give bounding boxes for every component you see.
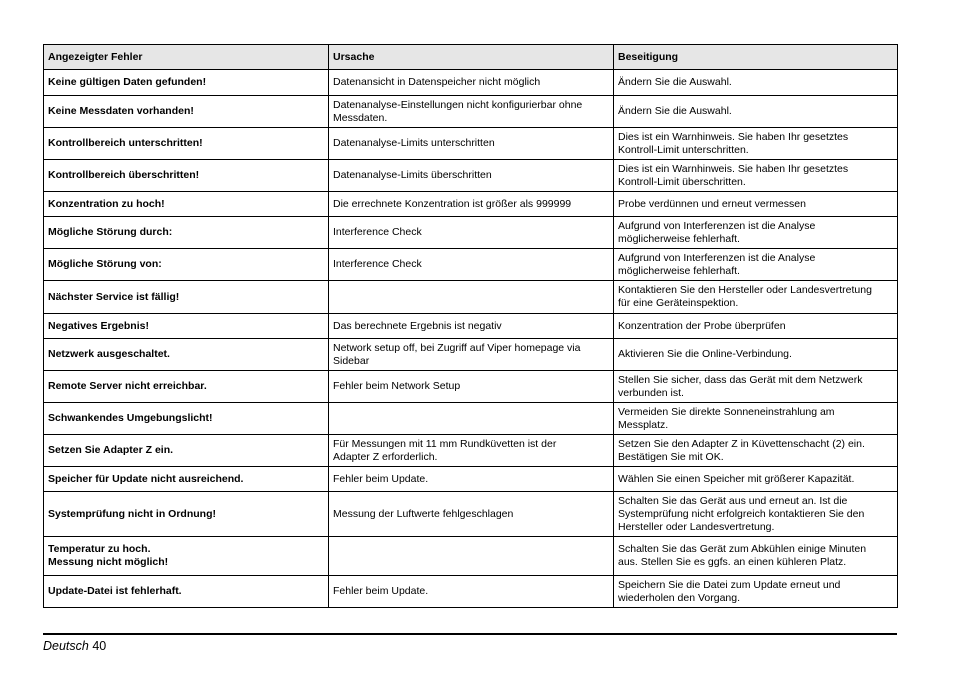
error-cell: Systemprüfung nicht in Ordnung! (44, 492, 329, 537)
table-row (44, 467, 898, 492)
fix-cell: Schalten Sie das Gerät aus und erneut an. Ist die Systemprüfung nicht erfolgreich kontaktieren Sie den Hersteller oder Landesvertretung. (614, 492, 898, 537)
footer-rule (43, 633, 897, 635)
fix-cell: Ändern Sie die Auswahl. (614, 96, 898, 128)
cause-cell (329, 403, 614, 435)
cause-cell: Network setup off, bei Zugriff auf Viper homepage via Sidebar (329, 339, 614, 371)
table-row (44, 192, 898, 217)
error-cell: Keine Messdaten vorhanden! (44, 96, 329, 128)
error-table (43, 44, 898, 608)
error-cell: Schwankendes Umgebungslicht! (44, 403, 329, 435)
fix-cell: Ändern Sie die Auswahl. (614, 70, 898, 96)
error-cell: Mögliche Störung von: (44, 249, 329, 281)
error-cell: Temperatur zu hoch. Messung nicht möglich! (44, 537, 329, 576)
fix-cell: Dies ist ein Warnhinweis. Sie haben Ihr gesetztes Kontroll-Limit unterschritten. (614, 128, 898, 160)
fix-cell: Konzentration der Probe überprüfen (614, 314, 898, 339)
cause-cell: Interference Check (329, 249, 614, 281)
cause-cell (329, 281, 614, 314)
cause-cell: Für Messungen mit 11 mm Rundküvetten ist der Adapter Z erforderlich. (329, 435, 614, 467)
fix-cell: Vermeiden Sie direkte Sonneneinstrahlung am Messplatz. (614, 403, 898, 435)
cause-cell: Datenanalyse-Einstellungen nicht konfigurierbar ohne Messdaten. (329, 96, 614, 128)
error-cell: Konzentration zu hoch! (44, 192, 329, 217)
error-cell: Speicher für Update nicht ausreichend. (44, 467, 329, 492)
fix-cell: Stellen Sie sicher, dass das Gerät mit dem Netzwerk verbunden ist. (614, 371, 898, 403)
fix-cell: Kontaktieren Sie den Hersteller oder Landesvertretung für eine Geräteinspektion. (614, 281, 898, 314)
table-row (44, 537, 898, 576)
fix-cell: Dies ist ein Warnhinweis. Sie haben Ihr gesetztes Kontroll-Limit überschritten. (614, 160, 898, 192)
cause-cell: Das berechnete Ergebnis ist negativ (329, 314, 614, 339)
error-cell: Nächster Service ist fällig! (44, 281, 329, 314)
fix-cell: Aufgrund von Interferenzen ist die Analyse möglicherweise fehlerhaft. (614, 217, 898, 249)
fix-cell: Setzen Sie den Adapter Z in Küvettenschacht (2) ein. Bestätigen Sie mit OK. (614, 435, 898, 467)
header-cause: Ursache (329, 45, 614, 70)
header-error: Angezeigter Fehler (44, 45, 329, 70)
cause-cell (329, 537, 614, 576)
error-cell: Keine gültigen Daten gefunden! (44, 70, 329, 96)
table-row (44, 492, 898, 537)
error-cell: Netzwerk ausgeschaltet. (44, 339, 329, 371)
error-cell: Negatives Ergebnis! (44, 314, 329, 339)
cause-cell: Fehler beim Update. (329, 576, 614, 608)
footer-language: Deutsch (43, 639, 89, 653)
table-row (44, 403, 898, 435)
table-header-row (44, 45, 898, 70)
table-row (44, 217, 898, 249)
table-row (44, 128, 898, 160)
error-cell: Update-Datei ist fehlerhaft. (44, 576, 329, 608)
table-row (44, 371, 898, 403)
footer-page-number: 40 (92, 639, 107, 653)
table-row (44, 70, 898, 96)
cause-cell: Fehler beim Update. (329, 467, 614, 492)
cause-cell: Datenanalyse-Limits überschritten (329, 160, 614, 192)
page-footer (43, 639, 106, 654)
cause-cell: Fehler beim Network Setup (329, 371, 614, 403)
error-cell: Kontrollbereich überschritten! (44, 160, 329, 192)
header-fix: Beseitigung (614, 45, 898, 70)
table-row (44, 160, 898, 192)
fix-cell: Aktivieren Sie die Online-Verbindung. (614, 339, 898, 371)
table-row (44, 96, 898, 128)
table-row (44, 576, 898, 608)
cause-cell: Messung der Luftwerte fehlgeschlagen (329, 492, 614, 537)
table-row (44, 249, 898, 281)
cause-cell: Interference Check (329, 217, 614, 249)
fix-cell: Aufgrund von Interferenzen ist die Analyse möglicherweise fehlerhaft. (614, 249, 898, 281)
fix-cell: Speichern Sie die Datei zum Update erneut und wiederholen den Vorgang. (614, 576, 898, 608)
error-cell: Remote Server nicht erreichbar. (44, 371, 329, 403)
fix-cell: Probe verdünnen und erneut vermessen (614, 192, 898, 217)
cause-cell: Die errechnete Konzentration ist größer als 999999 (329, 192, 614, 217)
error-cell: Mögliche Störung durch: (44, 217, 329, 249)
table-row (44, 339, 898, 371)
error-cell: Setzen Sie Adapter Z ein. (44, 435, 329, 467)
error-cell: Kontrollbereich unterschritten! (44, 128, 329, 160)
table-body (44, 70, 898, 608)
cause-cell: Datenanalyse-Limits unterschritten (329, 128, 614, 160)
table-row (44, 281, 898, 314)
table-row (44, 435, 898, 467)
fix-cell: Wählen Sie einen Speicher mit größerer Kapazität. (614, 467, 898, 492)
fix-cell: Schalten Sie das Gerät zum Abkühlen einige Minuten aus. Stellen Sie es ggfs. an einen kühleren Platz. (614, 537, 898, 576)
cause-cell: Datenansicht in Datenspeicher nicht möglich (329, 70, 614, 96)
table-row (44, 314, 898, 339)
